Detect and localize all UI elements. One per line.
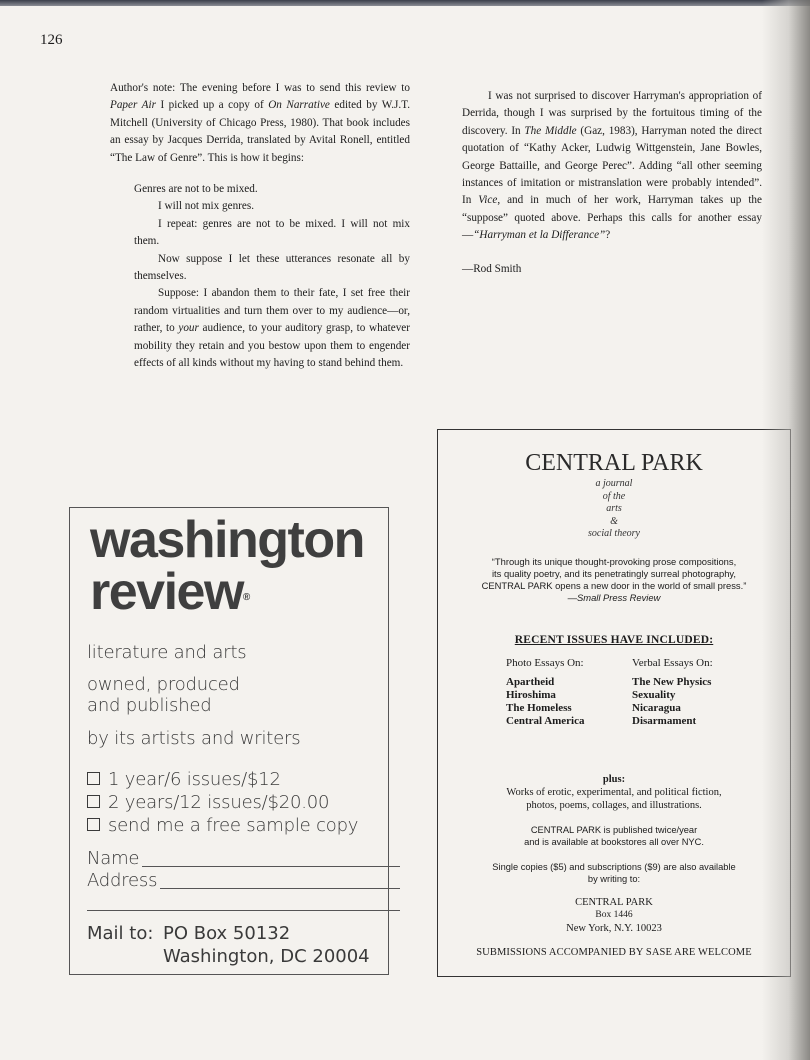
authors-note-paragraph — [110, 80, 410, 167]
wr-tagline: literature and arts — [87, 642, 247, 663]
book-title: The Middle — [524, 124, 577, 137]
quote-line: I will not mix genres. — [158, 200, 255, 213]
plus-line: photos, poems, collages, and illustrations. — [526, 800, 702, 811]
quote-line: CENTRAL PARK opens a new door in the world of small press.” — [481, 580, 747, 591]
quote-line: its quality poetry, and its penetratingly surreal photography, — [491, 568, 737, 579]
photo-essays-list — [506, 657, 585, 728]
plus-line: Works of erotic, experimental, and political fiction, — [506, 787, 722, 798]
wr-tagline: by its artists and writers — [87, 728, 301, 749]
option-label: send me a free sample copy — [108, 815, 359, 836]
logo-line: washington — [90, 511, 364, 569]
central-park-ad — [437, 429, 791, 977]
derrida-quote — [134, 181, 410, 372]
checkbox-icon[interactable] — [87, 772, 100, 785]
wr-tagline: and published — [87, 695, 212, 716]
address-label: Address — [87, 870, 158, 891]
body-text: ? — [605, 229, 611, 242]
plus-label: plus: — [602, 774, 626, 785]
list-item: Central America — [506, 715, 585, 727]
logo-text: review — [90, 563, 243, 621]
subtitle-line: a journal — [595, 478, 633, 489]
press-quote — [438, 556, 790, 604]
subtitle-line: arts — [606, 503, 622, 514]
journal-title: Paper Air — [110, 99, 156, 112]
subscription-info — [438, 861, 790, 885]
wr-option-2years[interactable] — [87, 792, 329, 813]
quote-attribution: —Small Press Review — [567, 592, 661, 603]
mail-to-line — [87, 922, 291, 945]
authors-note-column — [110, 80, 410, 373]
name-label: Name — [87, 848, 140, 869]
book-title: Vice — [478, 194, 498, 207]
publication-info — [438, 824, 790, 848]
list-item: The Homeless — [506, 702, 572, 714]
recent-issues-heading: RECENT ISSUES HAVE INCLUDED: — [514, 634, 714, 646]
address-line: CENTRAL PARK — [575, 897, 653, 908]
list-item: Nicaragua — [632, 702, 681, 714]
list-item: Sexuality — [632, 689, 676, 701]
address-line: Box 1446 — [595, 910, 633, 920]
checkbox-icon[interactable] — [87, 795, 100, 808]
mail-label: Mail to: — [87, 923, 154, 944]
wr-option-sample[interactable] — [87, 815, 358, 836]
list-item: Disarmament — [632, 715, 697, 727]
body-text: I was not surprised to discover Harryman's appropriation of Derrida, though I was surprised by the fortuitous timing of the discovery. In — [462, 90, 762, 137]
submissions-note: SUBMISSIONS ACCOMPANIED BY SASE ARE WELCOME — [476, 947, 752, 958]
quote-line: Now suppose I let these utterances resonate all by themselves. — [134, 252, 410, 283]
quote-line — [134, 285, 410, 372]
book-title: On Narrative — [268, 99, 330, 112]
page-gutter-shadow — [762, 0, 810, 1060]
info-line: Single copies ($5) and subscriptions ($9) are also available — [492, 862, 736, 872]
washington-review-ad — [69, 507, 389, 975]
note-text: I picked up a copy of — [155, 99, 269, 112]
wr-option-1year[interactable] — [87, 769, 281, 790]
info-line: CENTRAL PARK is published twice/year — [530, 825, 698, 835]
quote-line: I repeat: genres are not to be mixed. I will not mix them. — [134, 217, 410, 248]
body-text: , and in much of her work, Harryman takes up the “suppose” quoted above. Perhaps this calls for another essay— — [462, 194, 762, 242]
page-top-edge — [0, 0, 810, 6]
central-park-title: CENTRAL PARK — [525, 450, 703, 476]
washington-review-logo — [90, 511, 364, 621]
info-line: and is available at bookstores all over NYC. — [524, 837, 704, 847]
wr-tagline: owned, produced — [87, 674, 240, 695]
address-line: New York, N.Y. 10023 — [566, 923, 662, 934]
registered-mark: ® — [242, 592, 251, 603]
quote-line: “Through its unique thought-provoking prose compositions, — [491, 556, 737, 567]
body-text: (Gaz, 1983), Harryman noted the direct quotation of “Kathy Acker, Ludwig Wittgenstein, Jane Bowles, George Battaille, and George Perec”. Adding “all other seeming instances of imitation or mistranslation were probably intended”. In — [462, 124, 762, 207]
list-heading: Photo Essays On: — [506, 657, 584, 669]
central-park-address — [438, 896, 790, 935]
logo-line — [90, 563, 364, 621]
author-signature: —Rod Smith — [462, 262, 522, 275]
quote-text: audience, to your auditory grasp, to whatever mobility they retain and you bestow upon them to engender effects of all kinds without my having to stand behind them. — [134, 322, 410, 370]
essay-title: “Harryman et la Differance” — [473, 229, 606, 242]
review-conclusion-column — [462, 88, 762, 278]
info-line: by writing to: — [587, 874, 641, 884]
list-item: Apartheid — [506, 676, 555, 688]
subtitle-line: of the — [602, 490, 626, 502]
list-heading: Verbal Essays On: — [632, 657, 713, 669]
verbal-essays-list — [632, 657, 713, 728]
note-text: Author's note: The evening before I was to send this review to — [110, 82, 410, 94]
plus-section — [438, 773, 790, 812]
name-field[interactable] — [142, 866, 400, 867]
quote-text: Suppose: I abandon them to their fate, I set free their random virtualities and turn them over to my audience—or, rather, to — [134, 287, 410, 335]
address-field[interactable] — [160, 888, 400, 889]
mail-address-line: Washington, DC 20004 — [163, 946, 370, 967]
quote-line: Genres are not to be mixed. — [134, 183, 258, 196]
central-park-subtitle — [438, 478, 790, 541]
option-label: 1 year/6 issues/$12 — [108, 769, 281, 790]
checkbox-icon[interactable] — [87, 818, 100, 831]
list-item: Hiroshima — [506, 689, 556, 701]
quote-emphasis: your — [178, 322, 199, 335]
mail-address-line: PO Box 50132 — [163, 923, 291, 944]
address-field-line2[interactable] — [87, 910, 400, 911]
subtitle-line: & — [610, 515, 618, 527]
list-item: The New Physics — [632, 676, 712, 688]
subtitle-line: social theory — [588, 528, 640, 539]
note-text: edited by W.J.T. Mitchell (University of Chicago Press, 1980). That book includes an essay by Jacques Derrida, translated by Avital Ronell, entitled “The Law of Genre”. This is how it begins: — [110, 99, 410, 164]
conclusion-paragraph — [462, 88, 762, 245]
option-label: 2 years/12 issues/$20.00 — [108, 792, 330, 813]
page-number: 126 — [40, 32, 63, 48]
